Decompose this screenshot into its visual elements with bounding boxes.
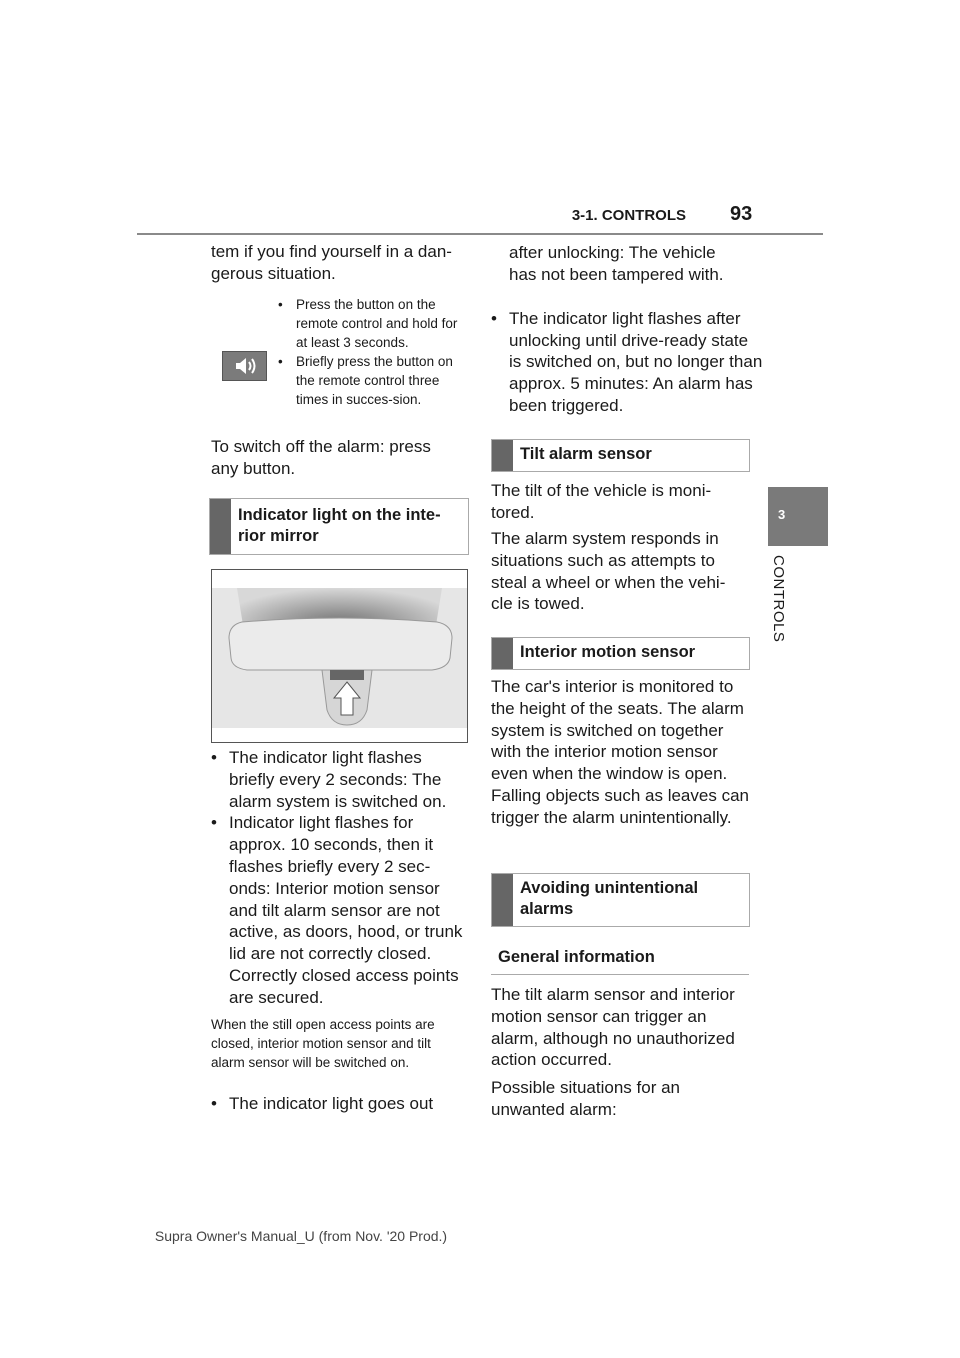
section-heading-tilt: Tilt alarm sensor (491, 439, 750, 472)
section-header: 3-1. CONTROLS (571, 207, 686, 224)
intro-line-2: gerous situation. (211, 263, 336, 283)
section-heading-avoid: Avoiding unintentional alarms (491, 873, 750, 927)
indicator-bullet: • The indicator light flashes after unlocking until drive-ready state is switched on, but no longer than approx. 5 minutes: An alarm has been triggered. (491, 308, 763, 415)
intro-line-1: tem if you find yourself in a dan- (211, 242, 452, 261)
icon-bullet: • Press the button on the remote control and hold for at least 3 seconds. (278, 297, 458, 350)
section-heading-indicator: Indicator light on the inte-rior mirror (209, 498, 469, 555)
tilt-text-1: The tilt of the vehicle is moni-tored. (491, 481, 712, 522)
mirror-illustration (211, 569, 468, 743)
general-text-1: The tilt alarm sensor and interior motion sensor can trigger an alarm, although no unauthorized action occurred. (491, 985, 735, 1070)
icon-bullet: • Briefly press the button on the remote control three times in succes-sion. (278, 354, 453, 407)
switch-off-text: To switch off the alarm: press any button. (211, 437, 431, 478)
chapter-label: CONTROLS (770, 555, 787, 643)
page-number: 93 (730, 203, 753, 225)
section-heading-motion: Interior motion sensor (491, 637, 750, 670)
speaker-icon (222, 351, 267, 381)
chapter-tab (768, 487, 828, 546)
indicator-bullet: • Indicator light flashes for approx. 10 seconds, then it flashes briefly every 2 sec-onds: Interior motion sensor and tilt alarm sensor are not active, as doors, hood, or trunk lid are not correctly closed. Correctly closed access points are secured. (211, 813, 463, 1007)
footer: Supra Owner's Manual_U (from Nov. '20 Prod.) (154, 1228, 448, 1244)
motion-text: The car's interior is monitored to the height of the seats. The alarm system is switched on together with the interior motion sensor even when the window is open. Falling objects such as leaves can trigger the alarm unintentionally. (491, 677, 749, 827)
indicator-bullet: • The indicator light goes out (211, 1094, 434, 1113)
indicator-bullet: • The indicator light flashes briefly every 2 seconds: The alarm system is switched on. (211, 748, 447, 811)
header-divider (137, 233, 823, 235)
note-text: When the still open access points are closed, interior motion sensor and tilt alarm sensor will be switched on. (211, 1017, 435, 1070)
general-text-2: Possible situations for an unwanted alarm: (491, 1078, 680, 1119)
subheading-general: General information (491, 948, 749, 975)
continued-text: after unlocking: The vehicle has not been tampered with. (509, 243, 724, 284)
chapter-number: 3 (778, 507, 786, 522)
tilt-text-2: The alarm system responds in situations such as attempts to steal a wheel or when the vehi-cle is towed. (491, 529, 726, 614)
